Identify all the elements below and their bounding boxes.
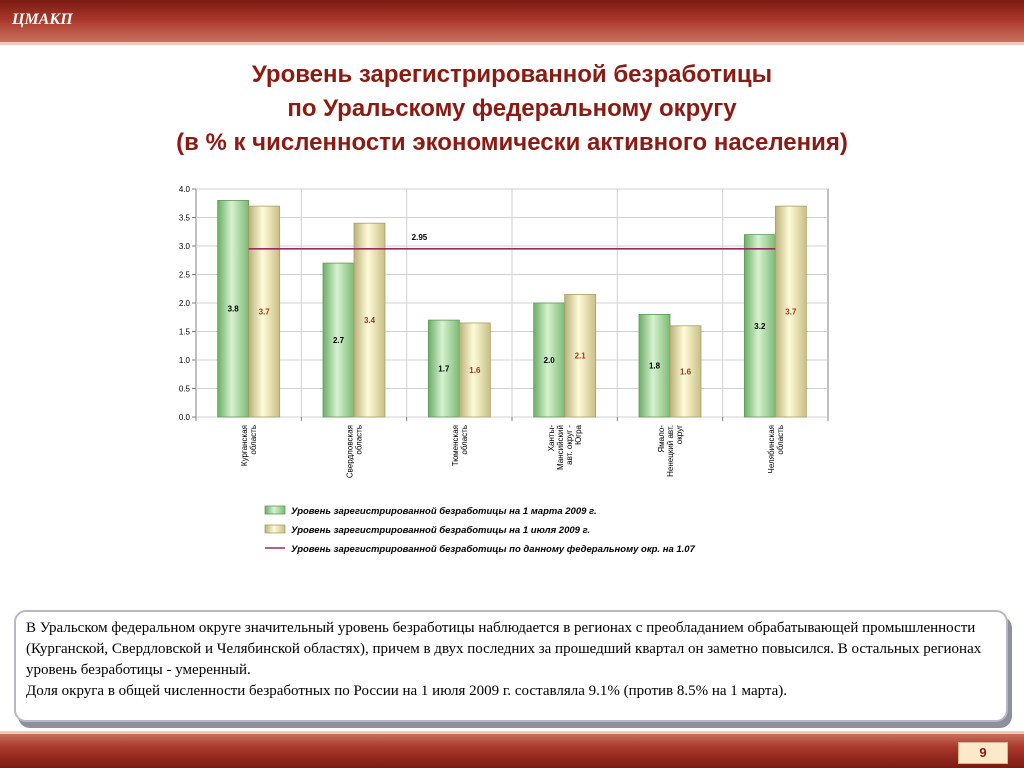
title-line-3: (в % к численности экономически активного населения) bbox=[176, 129, 848, 156]
legend-label: Уровень зарегистрированной безработицы на 1 июля 2009 г. bbox=[291, 525, 591, 536]
y-tick-label: 0.5 bbox=[178, 384, 190, 394]
x-category-label-line: Мансийский bbox=[556, 425, 566, 470]
y-tick-label: 0.0 bbox=[178, 413, 190, 422]
bar-value-label: 3.7 bbox=[785, 307, 797, 317]
x-category-label-line: Челябинская bbox=[766, 425, 776, 474]
legend-label: Уровень зарегистрированной безработицы по данному федеральному окр. на 1.07 bbox=[291, 544, 695, 555]
y-tick-label: 1.5 bbox=[178, 327, 190, 337]
commentary-paragraph-2: Доля округа в общей численности безработных по России на 1 июля 2009 г. составляла 9.1% (против 8.5% на 1 марта). bbox=[26, 683, 788, 699]
x-category-label-line: округ bbox=[675, 425, 684, 445]
x-category-label-line: Свердловская bbox=[345, 425, 355, 479]
x-category-label-line: Югра bbox=[574, 425, 584, 445]
bar-value-label: 1.6 bbox=[679, 367, 692, 377]
x-category-label bbox=[547, 424, 583, 470]
x-category-label bbox=[346, 425, 364, 478]
commentary-box bbox=[14, 610, 1008, 722]
reference-line-label: 2.95 bbox=[411, 232, 428, 242]
x-category-label bbox=[767, 425, 785, 473]
page-number: 9 bbox=[958, 742, 1008, 764]
x-category-label bbox=[451, 425, 469, 466]
y-tick-label: 2.0 bbox=[178, 299, 190, 308]
bar-value-label: 3.2 bbox=[754, 321, 766, 331]
x-category-label-line: область bbox=[459, 425, 469, 455]
x-category-label-line: Тюменская bbox=[450, 425, 460, 467]
x-category-label-line: Курганская bbox=[240, 425, 250, 467]
y-tick-label: 2.5 bbox=[178, 270, 190, 280]
bar-value-label: 1.6 bbox=[469, 365, 481, 375]
title-line-1: Уровень зарегистрированной безработицы bbox=[251, 61, 773, 88]
y-tick-label: 3.5 bbox=[178, 213, 190, 223]
bar-value-label: 2.7 bbox=[332, 336, 345, 346]
bar-value-label: 1.7 bbox=[438, 364, 450, 374]
commentary-paragraph-1: В Уральском федеральном округе значительный уровень безработицы наблюдается в регионах с преобладанием обрабатывающей промышленности (Курганской, Свердловской и Челябинской областях), причем в двух последних за прошедший квартал он заметно повысился. В остальных регионах уровень безработицы - умеренный. bbox=[26, 620, 982, 678]
x-category-label-line: область bbox=[249, 425, 259, 455]
legend-label: Уровень зарегистрированной безработицы на 1 марта 2009 г. bbox=[291, 506, 597, 517]
x-category-label-line: Ненецкий авт. bbox=[666, 425, 675, 477]
legend-swatch-march bbox=[265, 506, 285, 514]
y-tick-label: 1.0 bbox=[178, 356, 190, 365]
x-category-label bbox=[240, 425, 258, 466]
bar-value-label: 2.0 bbox=[543, 356, 555, 365]
bar-value-label: 2.1 bbox=[574, 351, 586, 361]
x-category-label-line: область bbox=[354, 425, 364, 455]
x-category-label bbox=[657, 425, 684, 477]
x-category-label-line: Ямало- bbox=[657, 425, 666, 453]
bar-value-label: 3.8 bbox=[227, 304, 239, 314]
title-line-2: по Уральскому федеральному округу bbox=[287, 95, 737, 122]
bar-value-label: 1.8 bbox=[648, 361, 661, 371]
legend-swatch-july bbox=[265, 525, 285, 533]
x-category-label-line: область bbox=[775, 425, 785, 455]
x-category-label-line: Ханты- bbox=[547, 425, 557, 452]
bar-value-label: 3.4 bbox=[363, 316, 376, 326]
bar-value-label: 3.7 bbox=[258, 307, 270, 317]
y-tick-label: 3.0 bbox=[178, 242, 190, 251]
footer-bar bbox=[0, 734, 1024, 768]
y-tick-label: 4.0 bbox=[178, 185, 190, 194]
brand-logo-text: ЦМАКП bbox=[12, 11, 73, 28]
x-category-label-line: авт. округ - bbox=[565, 425, 575, 465]
